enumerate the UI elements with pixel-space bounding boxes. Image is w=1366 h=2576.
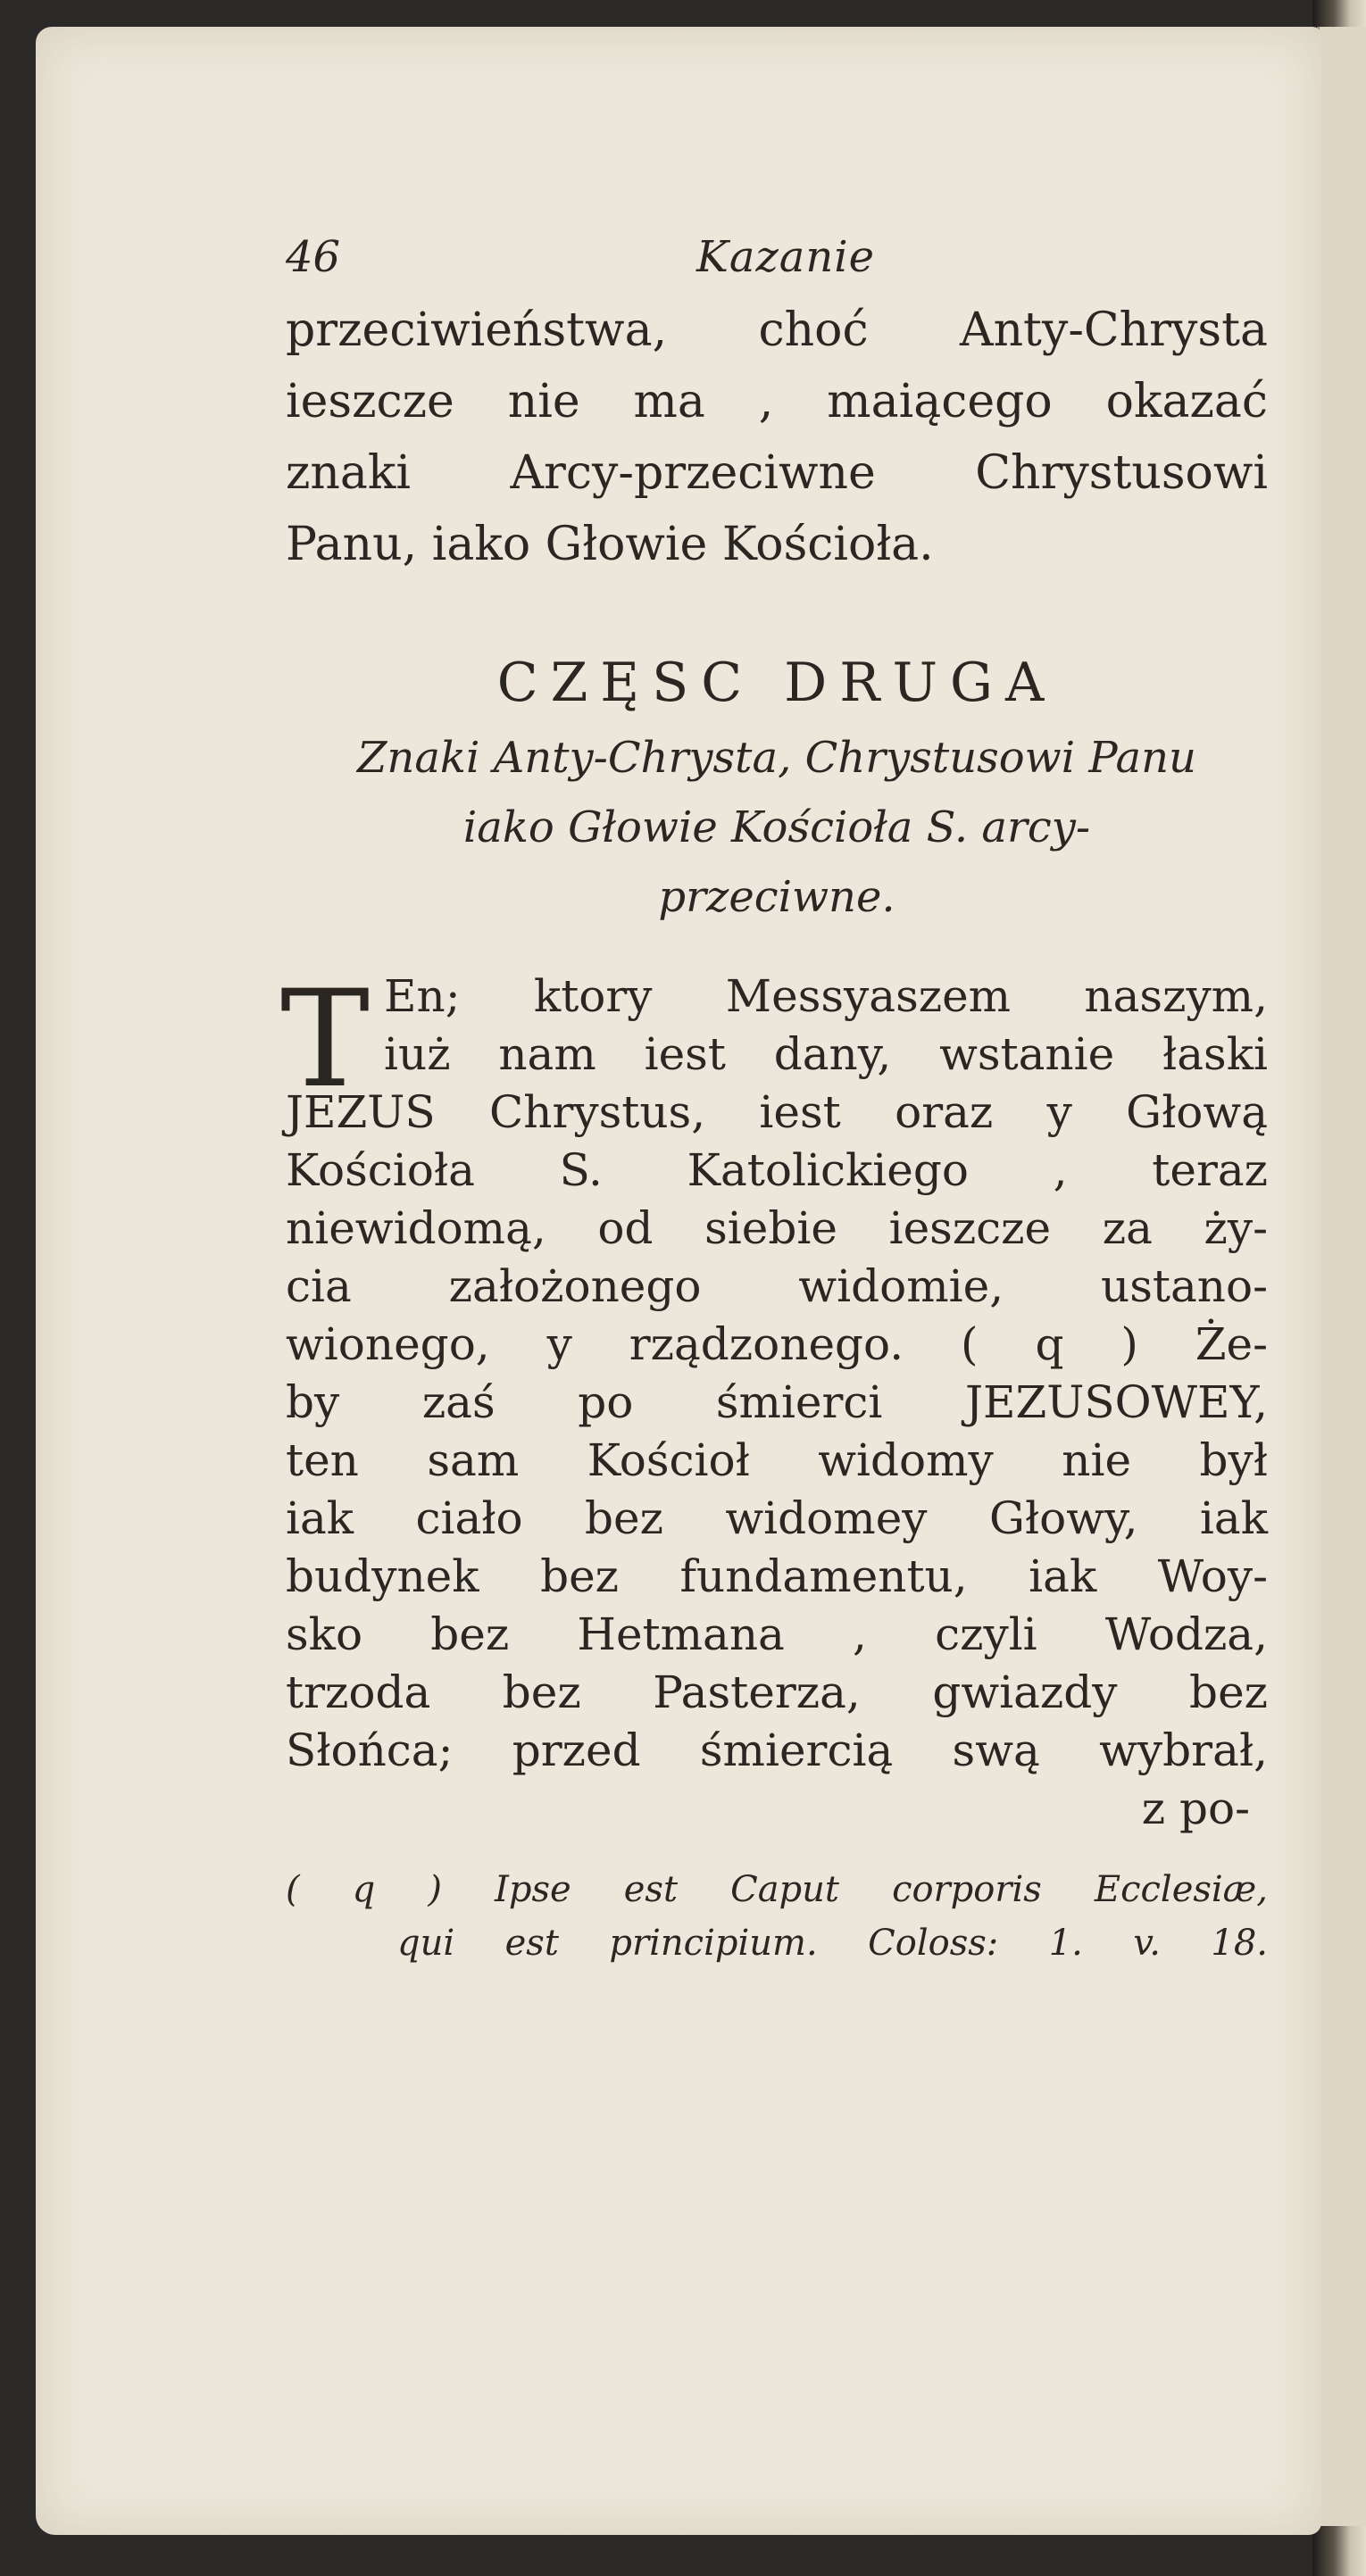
body-line: wionego, y rządzonego. ( q ) Że- bbox=[286, 1318, 1268, 1370]
footnote-line: qui est principium. Coloss: 1. v. 18. bbox=[397, 1923, 1268, 1964]
body-line: iak ciało bez widomey Głowy, iak bbox=[286, 1492, 1268, 1544]
catchword: z po- bbox=[1141, 1782, 1250, 1834]
body-line: budynek bez fundamentu, iak Woy- bbox=[286, 1550, 1268, 1602]
subheading-line: Znaki Anty-Chrysta, Chrystusowi Panu bbox=[357, 733, 1196, 783]
book-page bbox=[36, 27, 1321, 2535]
intro-line: Panu, iako Głowie Kościoła. bbox=[286, 518, 934, 571]
running-head-title: Kazanie bbox=[696, 232, 876, 282]
subheading-line: iako Głowie Kościoła S. arcy- bbox=[462, 802, 1091, 852]
section-subheading bbox=[286, 723, 1268, 932]
body-line: JEZUS Chrystus, iest oraz y Głową bbox=[286, 1086, 1268, 1138]
text-block bbox=[280, 295, 1268, 1970]
section-heading: CZĘSC DRUGA bbox=[496, 652, 1057, 714]
body-line: Słońca; przed śmiercią swą wybrał, bbox=[286, 1724, 1268, 1776]
body-paragraph bbox=[280, 962, 1268, 1838]
page-number: 46 bbox=[286, 232, 341, 282]
drop-cap: T bbox=[280, 962, 371, 1118]
body-line: ten sam Kościoł widomy nie był bbox=[286, 1434, 1268, 1486]
body-line: by zaś po śmierci JEZUSOWEY, bbox=[286, 1376, 1268, 1428]
body-line: iuż nam iest dany, wstanie łaski bbox=[384, 1028, 1268, 1080]
body-line: Kościoła S. Katolickiego , teraz bbox=[286, 1144, 1268, 1196]
body-line: cia założonego widomie, ustano- bbox=[286, 1260, 1268, 1312]
running-head bbox=[286, 232, 1089, 295]
body-line: niewidomą, od siebie ieszcze za ży- bbox=[286, 1202, 1268, 1254]
intro-paragraph bbox=[286, 295, 1268, 580]
body-line: trzoda bez Pasterza, gwiazdy bez bbox=[286, 1666, 1268, 1718]
subheading-line: przeciwne. bbox=[658, 872, 895, 922]
footnote bbox=[286, 1863, 1268, 1970]
footnote-line: ( q ) Ipse est Caput corporis Ecclesiæ, bbox=[286, 1869, 1268, 1910]
body-line: sko bez Hetmana , czyli Wodza, bbox=[286, 1608, 1268, 1660]
adjacent-page-edge bbox=[1317, 27, 1366, 2526]
intro-line: ieszcze nie ma , maiącego okazać bbox=[286, 375, 1268, 428]
intro-line: znaki Arcy-przeciwne Chrystusowi bbox=[286, 446, 1268, 500]
intro-line: przeciwieństwa, choć Anty-Chrysta bbox=[286, 303, 1268, 357]
body-line: En; ktory Messyaszem naszym, bbox=[384, 970, 1268, 1022]
